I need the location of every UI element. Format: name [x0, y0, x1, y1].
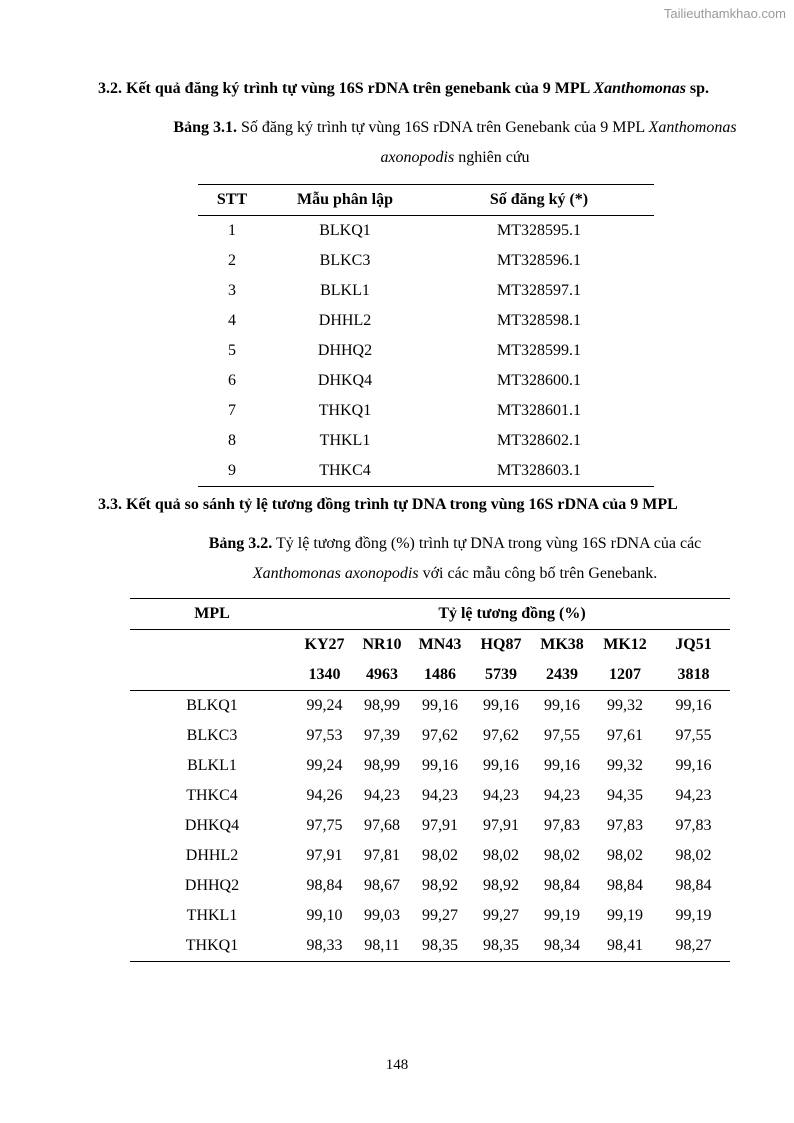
accession-header-top: KY27: [304, 636, 345, 653]
similarity-cell: 94,35: [607, 787, 643, 804]
similarity-cell: 97,62: [422, 727, 458, 744]
table-cell: MT328603.1: [424, 456, 654, 487]
table-row: [198, 426, 654, 456]
accession-header-row-top: [130, 630, 730, 661]
table-3-2-body: [130, 691, 730, 962]
similarity-cell: 99,32: [607, 757, 643, 774]
page-number: 148: [385, 1057, 409, 1073]
table-cell: MT328600.1: [497, 372, 581, 389]
table-3-2: [130, 598, 730, 962]
similarity-cell: 99,16: [544, 757, 580, 774]
similarity-cell: 98,33: [294, 931, 355, 962]
similarity-cell: 94,23: [544, 787, 580, 804]
table-3-1-caption: Bảng 3.1. Số đăng ký trình tự vùng 16S rDNA trên Genebank của 9 MPL Xanthomonas axonopodis nghiên cứu: [173, 119, 737, 166]
accession-header-bottom: 2439: [531, 660, 593, 691]
table-cell: MT328602.1: [497, 432, 581, 449]
table-cell: BLKL1: [320, 282, 370, 299]
similarity-cell: 97,53: [306, 727, 343, 744]
similarity-cell: 94,23: [483, 787, 519, 804]
similarity-cell: 98,84: [544, 877, 580, 894]
similarity-cell: 94,23: [675, 787, 712, 804]
table-cell: 3: [228, 282, 236, 299]
accession-header-top: NR10: [362, 636, 402, 653]
table-row: [198, 276, 654, 306]
similarity-cell: 98,35: [409, 931, 471, 962]
similarity-cell: 99,27: [483, 907, 519, 924]
accession-header-row-bottom: [130, 660, 730, 691]
similarity-cell: 99,03: [364, 907, 400, 924]
similarity-cell: 97,91: [306, 847, 343, 864]
similarity-cell: 99,24: [306, 757, 343, 774]
table-row: [130, 781, 730, 811]
header-accession: Số đăng ký (*): [424, 185, 654, 216]
header-mpl: MPL: [130, 599, 294, 630]
accession-header-bottom: 4963: [355, 660, 409, 691]
similarity-cell: 98,35: [471, 931, 531, 962]
similarity-cell: 99,16: [544, 697, 580, 714]
similarity-cell: 98,84: [675, 877, 712, 894]
table-row: [130, 811, 730, 841]
table-cell: MT328598.1: [497, 312, 581, 329]
similarity-cell: 97,81: [364, 847, 400, 864]
accession-header-bottom: 1340: [294, 660, 355, 691]
accession-header-bottom: 1207: [593, 660, 657, 691]
accession-header-top: MK38: [540, 636, 584, 653]
header-stt: STT: [198, 185, 266, 216]
accession-header-top: JQ51: [675, 636, 712, 653]
accession-header-top: HQ87: [480, 636, 522, 653]
similarity-cell: 98,34: [531, 931, 593, 962]
table-3-1-body: [198, 216, 654, 487]
similarity-cell: 97,55: [544, 727, 580, 744]
table-cell: DHKQ4: [317, 372, 373, 389]
isolate-cell: DHKQ4: [184, 817, 240, 834]
accession-header-top: MN43: [418, 636, 462, 653]
similarity-cell: 98,27: [657, 931, 730, 962]
similarity-cell: 99,16: [483, 757, 519, 774]
table-row: [130, 751, 730, 781]
similarity-cell: 98,84: [607, 877, 643, 894]
similarity-cell: 99,19: [607, 907, 643, 924]
table-cell: 1: [228, 222, 236, 239]
table-row: [198, 456, 654, 487]
accession-header-bottom: 5739: [471, 660, 531, 691]
similarity-cell: 98,99: [364, 697, 400, 714]
accession-header-bottom: 1486: [409, 660, 471, 691]
similarity-cell: 98,84: [306, 877, 343, 894]
similarity-cell: 98,02: [422, 847, 458, 864]
similarity-cell: 98,92: [422, 877, 458, 894]
table-cell: 2: [228, 252, 236, 269]
isolate-cell: BLKQ1: [186, 697, 238, 714]
isolate-cell: BLKL1: [187, 757, 237, 774]
isolate-cell: THKL1: [186, 907, 238, 924]
table-row: [130, 841, 730, 871]
section-3-2-heading: 3.2. Kết quả đăng ký trình tự vùng 16S rDNA trên genebank của 9 MPL Xanthomonas sp.: [98, 80, 710, 97]
similarity-cell: 97,91: [483, 817, 519, 834]
similarity-cell: 94,23: [364, 787, 400, 804]
table-cell: MT328596.1: [497, 252, 581, 269]
similarity-cell: 97,83: [675, 817, 712, 834]
similarity-cell: 98,02: [675, 847, 712, 864]
table-cell: 8: [228, 432, 236, 449]
similarity-cell: 99,32: [607, 697, 643, 714]
similarity-cell: 97,62: [483, 727, 519, 744]
table-row: [130, 721, 730, 751]
isolate-cell: THKQ1: [130, 931, 294, 962]
similarity-cell: 99,19: [544, 907, 580, 924]
similarity-cell: 98,11: [355, 931, 409, 962]
header-isolate: Mẫu phân lập: [266, 185, 424, 216]
watermark-text: Tailieuthamkhao.com: [663, 6, 786, 21]
accession-header-top: MK12: [603, 636, 647, 653]
similarity-cell: 98,41: [593, 931, 657, 962]
table-row: [130, 931, 730, 962]
table-cell: MT328597.1: [497, 282, 581, 299]
isolate-cell: DHHL2: [185, 847, 239, 864]
similarity-cell: 99,16: [675, 757, 712, 774]
similarity-cell: 99,24: [306, 697, 343, 714]
table-cell: THKL1: [319, 432, 371, 449]
table-3-1: [198, 184, 654, 487]
table-row: [198, 306, 654, 336]
similarity-cell: 98,02: [483, 847, 519, 864]
table-3-2-caption: Bảng 3.2. Tỷ lệ tương đồng (%) trình tự DNA trong vùng 16S rDNA của các Xanthomonas axonopodis với các mẫu công bố trên Genebank.: [208, 535, 702, 582]
table-cell: THKQ1: [318, 402, 372, 419]
table-row: [198, 396, 654, 426]
table-cell: 6: [228, 372, 236, 389]
table-row: [198, 366, 654, 396]
table-cell: BLKQ1: [319, 222, 371, 239]
similarity-cell: 97,75: [306, 817, 343, 834]
table-cell: THKC4: [266, 456, 424, 487]
table-row: [130, 871, 730, 901]
similarity-cell: 94,26: [306, 787, 343, 804]
similarity-cell: 94,23: [422, 787, 458, 804]
table-row: [130, 901, 730, 931]
similarity-cell: 97,68: [364, 817, 400, 834]
similarity-cell: 97,91: [422, 817, 458, 834]
similarity-cell: 99,19: [675, 907, 712, 924]
accession-header-bottom: 3818: [657, 660, 730, 691]
similarity-cell: 97,55: [675, 727, 712, 744]
similarity-cell: 98,99: [364, 757, 400, 774]
similarity-cell: 99,16: [422, 757, 458, 774]
isolate-cell: DHHQ2: [184, 877, 240, 894]
table-row: [198, 246, 654, 276]
table-cell: BLKC3: [319, 252, 371, 269]
similarity-cell: 98,02: [607, 847, 643, 864]
similarity-cell: 99,16: [422, 697, 458, 714]
table-cell: 5: [228, 342, 236, 359]
similarity-cell: 98,92: [483, 877, 519, 894]
similarity-cell: 98,67: [364, 877, 400, 894]
similarity-cell: 97,83: [544, 817, 580, 834]
isolate-cell: BLKC3: [186, 727, 238, 744]
similarity-cell: 97,83: [607, 817, 643, 834]
similarity-cell: 99,16: [675, 697, 712, 714]
table-cell: DHHL2: [318, 312, 372, 329]
similarity-cell: 97,61: [607, 727, 643, 744]
similarity-cell: 97,39: [364, 727, 400, 744]
table-row: [198, 336, 654, 366]
table-cell: MT328601.1: [497, 402, 581, 419]
similarity-cell: 98,02: [544, 847, 580, 864]
table-row: [130, 691, 730, 722]
table-cell: DHHQ2: [317, 342, 373, 359]
table-cell: 9: [198, 456, 266, 487]
table-cell: MT328595.1: [497, 222, 581, 239]
table-row: [198, 216, 654, 247]
table-cell: MT328599.1: [497, 342, 581, 359]
similarity-cell: 99,10: [306, 907, 343, 924]
similarity-cell: 99,16: [483, 697, 519, 714]
header-similarity-group: Tỷ lệ tương đồng (%): [294, 599, 730, 630]
section-3-3-heading: 3.3. Kết quả so sánh tỷ lệ tương đồng trình tự DNA trong vùng 16S rDNA của 9 MPL: [98, 496, 678, 513]
isolate-cell: THKC4: [186, 787, 238, 804]
table-cell: 7: [228, 402, 236, 419]
similarity-cell: 99,27: [422, 907, 458, 924]
table-cell: 4: [228, 312, 236, 329]
